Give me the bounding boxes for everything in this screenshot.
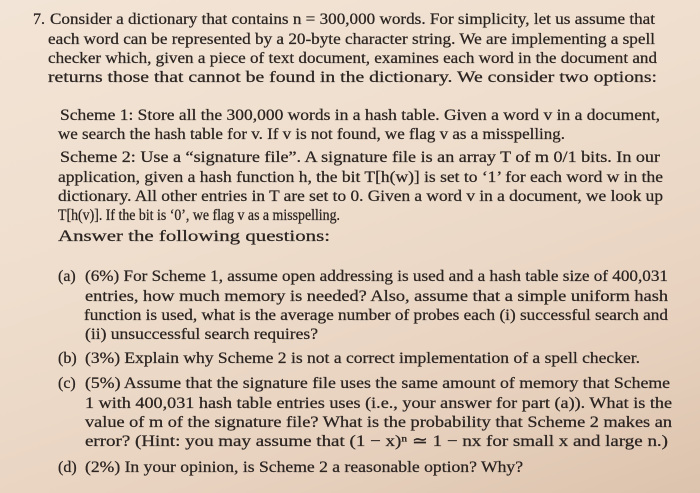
intro-line: each word can be represented by a 20-byte character string. We are implementing a spell	[48, 31, 656, 48]
intro-line: returns those that cannot be found in the dictionary. We consider two options:	[48, 69, 657, 86]
part-c-label: (c)	[58, 375, 76, 392]
scheme2-line: dictionary. All other entries in T are set to 0. Given a word v in a document, we look up	[58, 188, 664, 205]
part-a-line: (ii) unsuccessful search requires?	[85, 326, 318, 343]
scheme2-line: T[h(v)]. If the bit is ‘0’, we flag v as a misspelling.	[58, 207, 340, 224]
intro-line: Consider a dictionary that contains n = 300,000 words. For simplicity, let us assume that	[50, 11, 656, 28]
part-c-line: (5%) Assume that the signature file uses the same amount of memory that Scheme	[85, 375, 670, 392]
question-number: 7.	[33, 11, 45, 28]
part-c-line: error? (Hint: you may assume that (1 − x)ⁿ ≃ 1 − nx for small x and large n.)	[85, 433, 668, 450]
part-a-label: (a)	[58, 268, 76, 285]
intro-line: checker which, given a piece of text document, examines each word in the document and	[48, 50, 657, 67]
part-b-line: (3%) Explain why Scheme 2 is not a correct implementation of a spell checker.	[85, 350, 640, 367]
part-b-label: (b)	[58, 350, 77, 367]
part-a-line: (6%) For Scheme 1, assume open addressing is used and a hash table size of 400,031	[85, 268, 668, 285]
scheme1-line: Scheme 1: Store all the 300,000 words in a hash table. Given a word v in a document,	[60, 107, 660, 124]
scheme1-line: we search the hash table for v. If v is not found, we flag v as a misspelling.	[58, 126, 565, 143]
scheme2-line: application, given a hash function h, the bit T[h(w)] is set to ‘1’ for each word w in the	[58, 169, 664, 186]
part-c-line: 1 with 400,031 hash table entries uses (i.e., your answer for part (a)). What is the	[85, 395, 672, 412]
part-c-line: value of m of the signature file? What is the probability that Scheme 2 makes an	[85, 414, 672, 431]
part-a-line: entries, how much memory is needed? Also, assume that a simple uniform hash	[85, 288, 668, 305]
scheme2-line: Scheme 2: Use a “signature file”. A signature file is an array T of m 0/1 bits. In our	[60, 149, 661, 166]
part-a-line: function is used, what is the average number of probes each (i) successful search and	[84, 307, 668, 324]
answer-prompt: Answer the following questions:	[58, 228, 330, 245]
part-d-line: (2%) In your opinion, is Scheme 2 a reasonable option? Why?	[85, 459, 523, 476]
part-d-label: (d)	[58, 459, 77, 476]
